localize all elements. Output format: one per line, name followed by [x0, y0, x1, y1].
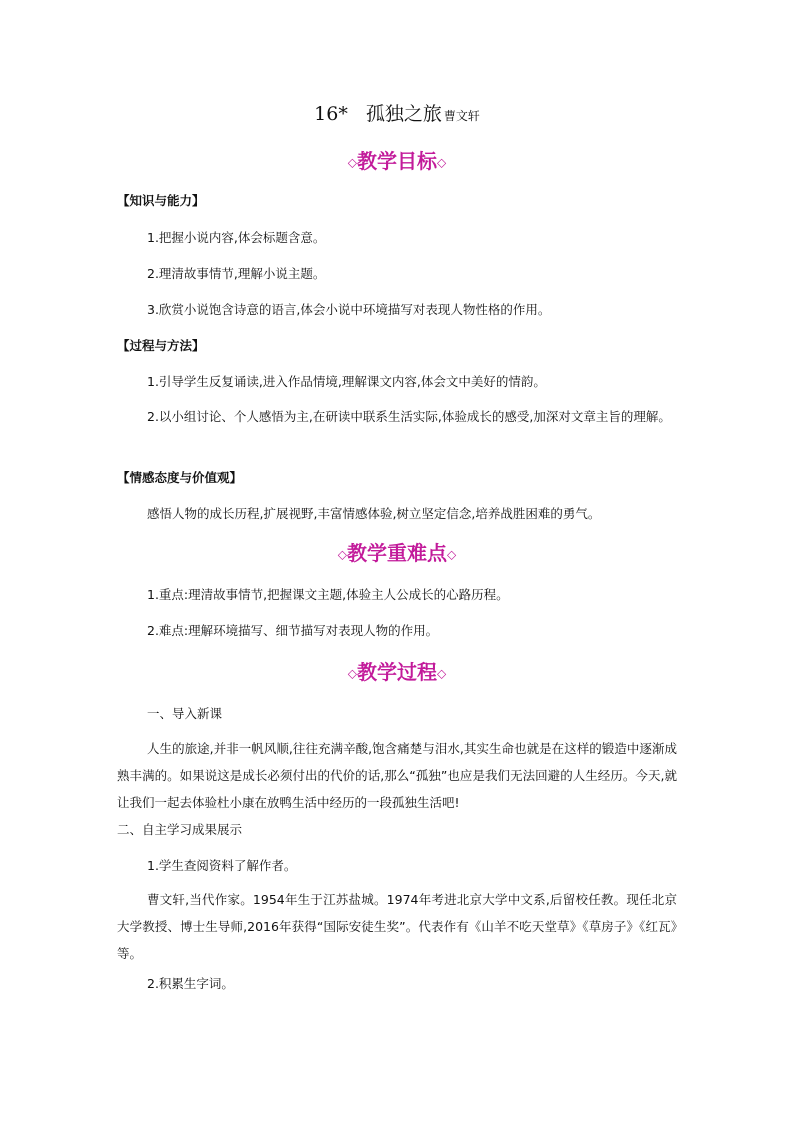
knowledge-item-2: 2.理清故事情节,理解小说主题。 — [147, 266, 326, 281]
section-heading-difficulties — [0, 538, 794, 570]
step2-heading: 二、自主学习成果展示 — [117, 822, 243, 837]
method-item-2: 2.以小组讨论、个人感悟为主,在研读中联系生活实际,体验成长的感受,加深对文章主旨的理解。 — [147, 409, 671, 424]
diamond-icon: ◇ — [437, 666, 447, 681]
method-heading: 【过程与方法】 — [117, 338, 205, 353]
knowledge-item-1: 1.把握小说内容,体会标题含意。 — [147, 230, 326, 245]
diamond-icon: ◇ — [347, 155, 357, 170]
diamond-icon: ◇ — [337, 547, 347, 562]
step2-item-2: 2.积累生字词。 — [147, 976, 234, 991]
knowledge-item-3: 3.欣赏小说饱含诗意的语言,体会小说中环境描写对表现人物性格的作用。 — [147, 302, 551, 317]
section-heading-goals-text: 教学目标 — [357, 149, 437, 173]
step2-item-1: 1.学生查阅资料了解作者。 — [147, 858, 297, 873]
section-heading-difficulties-text: 教学重难点 — [347, 541, 447, 565]
lesson-title-text: 孤独之旅 — [365, 103, 442, 125]
section-heading-goals — [0, 146, 794, 178]
step1-text: 人生的旅途,并非一帆风顺,往往充满辛酸,饱含痛楚与泪水,其实生命也就是在这样的锻造中逐渐成熟丰满的。如果说这是成长必须付出的代价的话,那么“孤独”也应是我们无法回避的人生经历。今天,就让我们一起去体验杜小康在放鸭生活中经历的一段孤独生活吧! — [117, 741, 677, 810]
diamond-icon: ◇ — [347, 666, 357, 681]
difficulty-item-1: 1.重点:理清故事情节,把握课文主题,体验主人公成长的心路历程。 — [147, 587, 509, 602]
diamond-icon: ◇ — [447, 547, 457, 562]
step2-author-text: 曹文轩,当代作家。1954年生于江苏盐城。1974年考进北京大学中文系,后留校任教。现任北京大学教授、博士生导师,2016年获得“国际安徒生奖”。代表作有《山羊不吃天堂草》《草房子》《红瓦》等。 — [117, 892, 677, 961]
emotion-heading: 【情感态度与价值观】 — [117, 470, 243, 485]
lesson-number: 16* — [314, 103, 348, 125]
section-heading-process — [0, 657, 794, 689]
diamond-icon: ◇ — [437, 155, 447, 170]
difficulty-item-2: 2.难点:理解环境描写、细节描写对表现人物的作用。 — [147, 623, 439, 638]
lesson-author: 曹文轩 — [443, 109, 480, 123]
emotion-text: 感悟人物的成长历程,扩展视野,丰富情感体验,树立坚定信念,培养战胜困难的勇气。 — [147, 506, 601, 521]
knowledge-heading: 【知识与能力】 — [117, 193, 205, 208]
method-item-1: 1.引导学生反复诵读,进入作品情境,理解课文内容,体会文中美好的情韵。 — [147, 374, 546, 389]
lesson-title — [0, 100, 794, 130]
section-heading-process-text: 教学过程 — [357, 660, 437, 684]
step1-heading: 一、导入新课 — [147, 706, 223, 721]
